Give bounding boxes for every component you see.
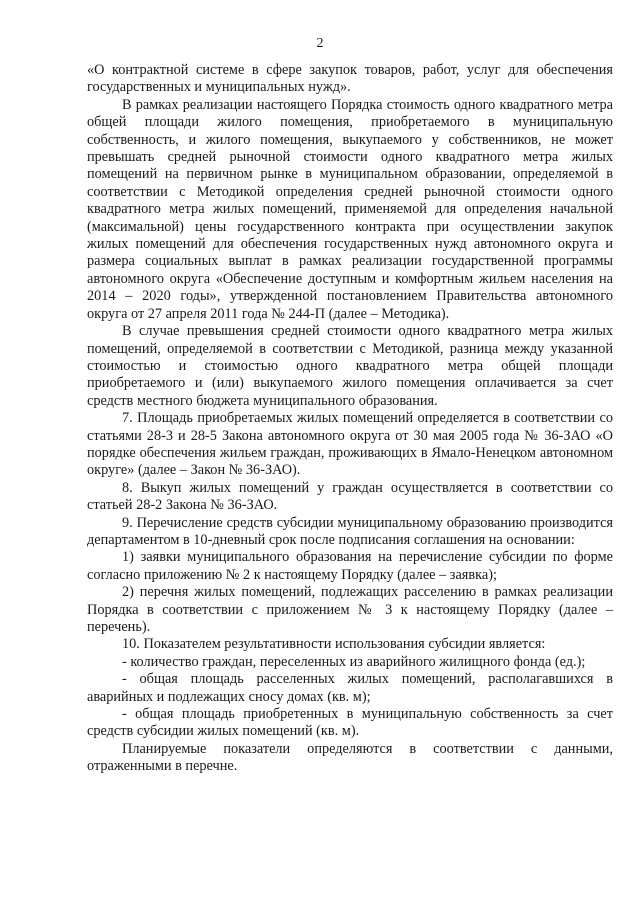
list-item: 2) перечня жилых помещений, подлежащих расселению в рамках реализации Порядка в соответствии с приложением № 3 к настоящему Порядку (далее – перечень). (87, 584, 613, 635)
paragraph: В рамках реализации настоящего Порядка стоимость одного квадратного метра общей площади жилого помещения, приобретаемого в муниципальную собственность, и жилого помещения, выкупаемого у собственников, не может превышать средней рыночной стоимости одного квадратного метра жилых помещений на первичном рынке в муниципальном образовании, определяемой в соответствии с Методикой определения средней рыночной стоимости одного квадратного метра жилых помещений, применяемой для определения начальной (максимальной) цены государственного контракта при осуществлении закупок жилых помещений для обеспечения государственных нужд автономного округа и размера социальных выплат в рамках реализации государственной программы автономного округа «Обеспечение доступным и комфортным жильем населения на 2014 – 2020 годы», утвержденной постановлением Правительства автономного округа от 27 апреля 2011 года № 244-П (далее – Методика). (87, 96, 613, 322)
paragraph-item-8: 8. Выкуп жилых помещений у граждан осуществляется в соответствии со статьей 28-2 Закона № 36-ЗАО. (87, 479, 613, 514)
list-item: - общая площадь расселенных жилых помещений, располагавшихся в аварийных и подлежащих сносу домах (кв. м); (87, 671, 613, 705)
document-body (87, 62, 613, 776)
list-item: - количество граждан, переселенных из аварийного жилищного фонда (ед.); (122, 653, 586, 670)
paragraph-item-10: 10. Показателем результативности использования субсидии является: (122, 636, 546, 653)
paragraph: «О контрактной системе в сфере закупок товаров, работ, услуг для обеспечения государственных и муниципальных нужд». (87, 62, 613, 96)
paragraph-item-9: 9. Перечисление средств субсидии муниципальному образованию производится департаментом в 10-дневный срок после подписания соглашения на основании: (87, 514, 613, 548)
paragraph: Планируемые показатели определяются в соответствии с данными, отраженными в перечне. (87, 740, 613, 775)
paragraph-item-7: 7. Площадь приобретаемых жилых помещений определяется в соответствии со статьями 28-3 и 28-5 Закона автономного округа от 30 мая 2005 года № 36-ЗАО «О порядке обеспечения жильем граждан, проживающих в Ямало-Ненецком автономном округе» (далее – Закон № 36-ЗАО). (87, 410, 613, 479)
list-item: - общая площадь приобретенных в муниципальную собственность за счет средств субсидии жилых помещений (кв. м). (87, 706, 613, 740)
paragraph: В случае превышения средней стоимости одного квадратного метра жилых помещений, определяемой в соответствии с Методикой, разница между указанной стоимостью и стоимостью одного квадратного метра общей площади приобретаемого и (или) выкупаемого жилого помещения оплачивается за счет средств местного бюджета муниципального образования. (87, 323, 613, 409)
list-item: 1) заявки муниципального образования на перечисление субсидии по форме согласно приложению № 2 к настоящему Порядку (далее – заявка); (87, 549, 613, 583)
page-number: 2 (316, 36, 324, 51)
